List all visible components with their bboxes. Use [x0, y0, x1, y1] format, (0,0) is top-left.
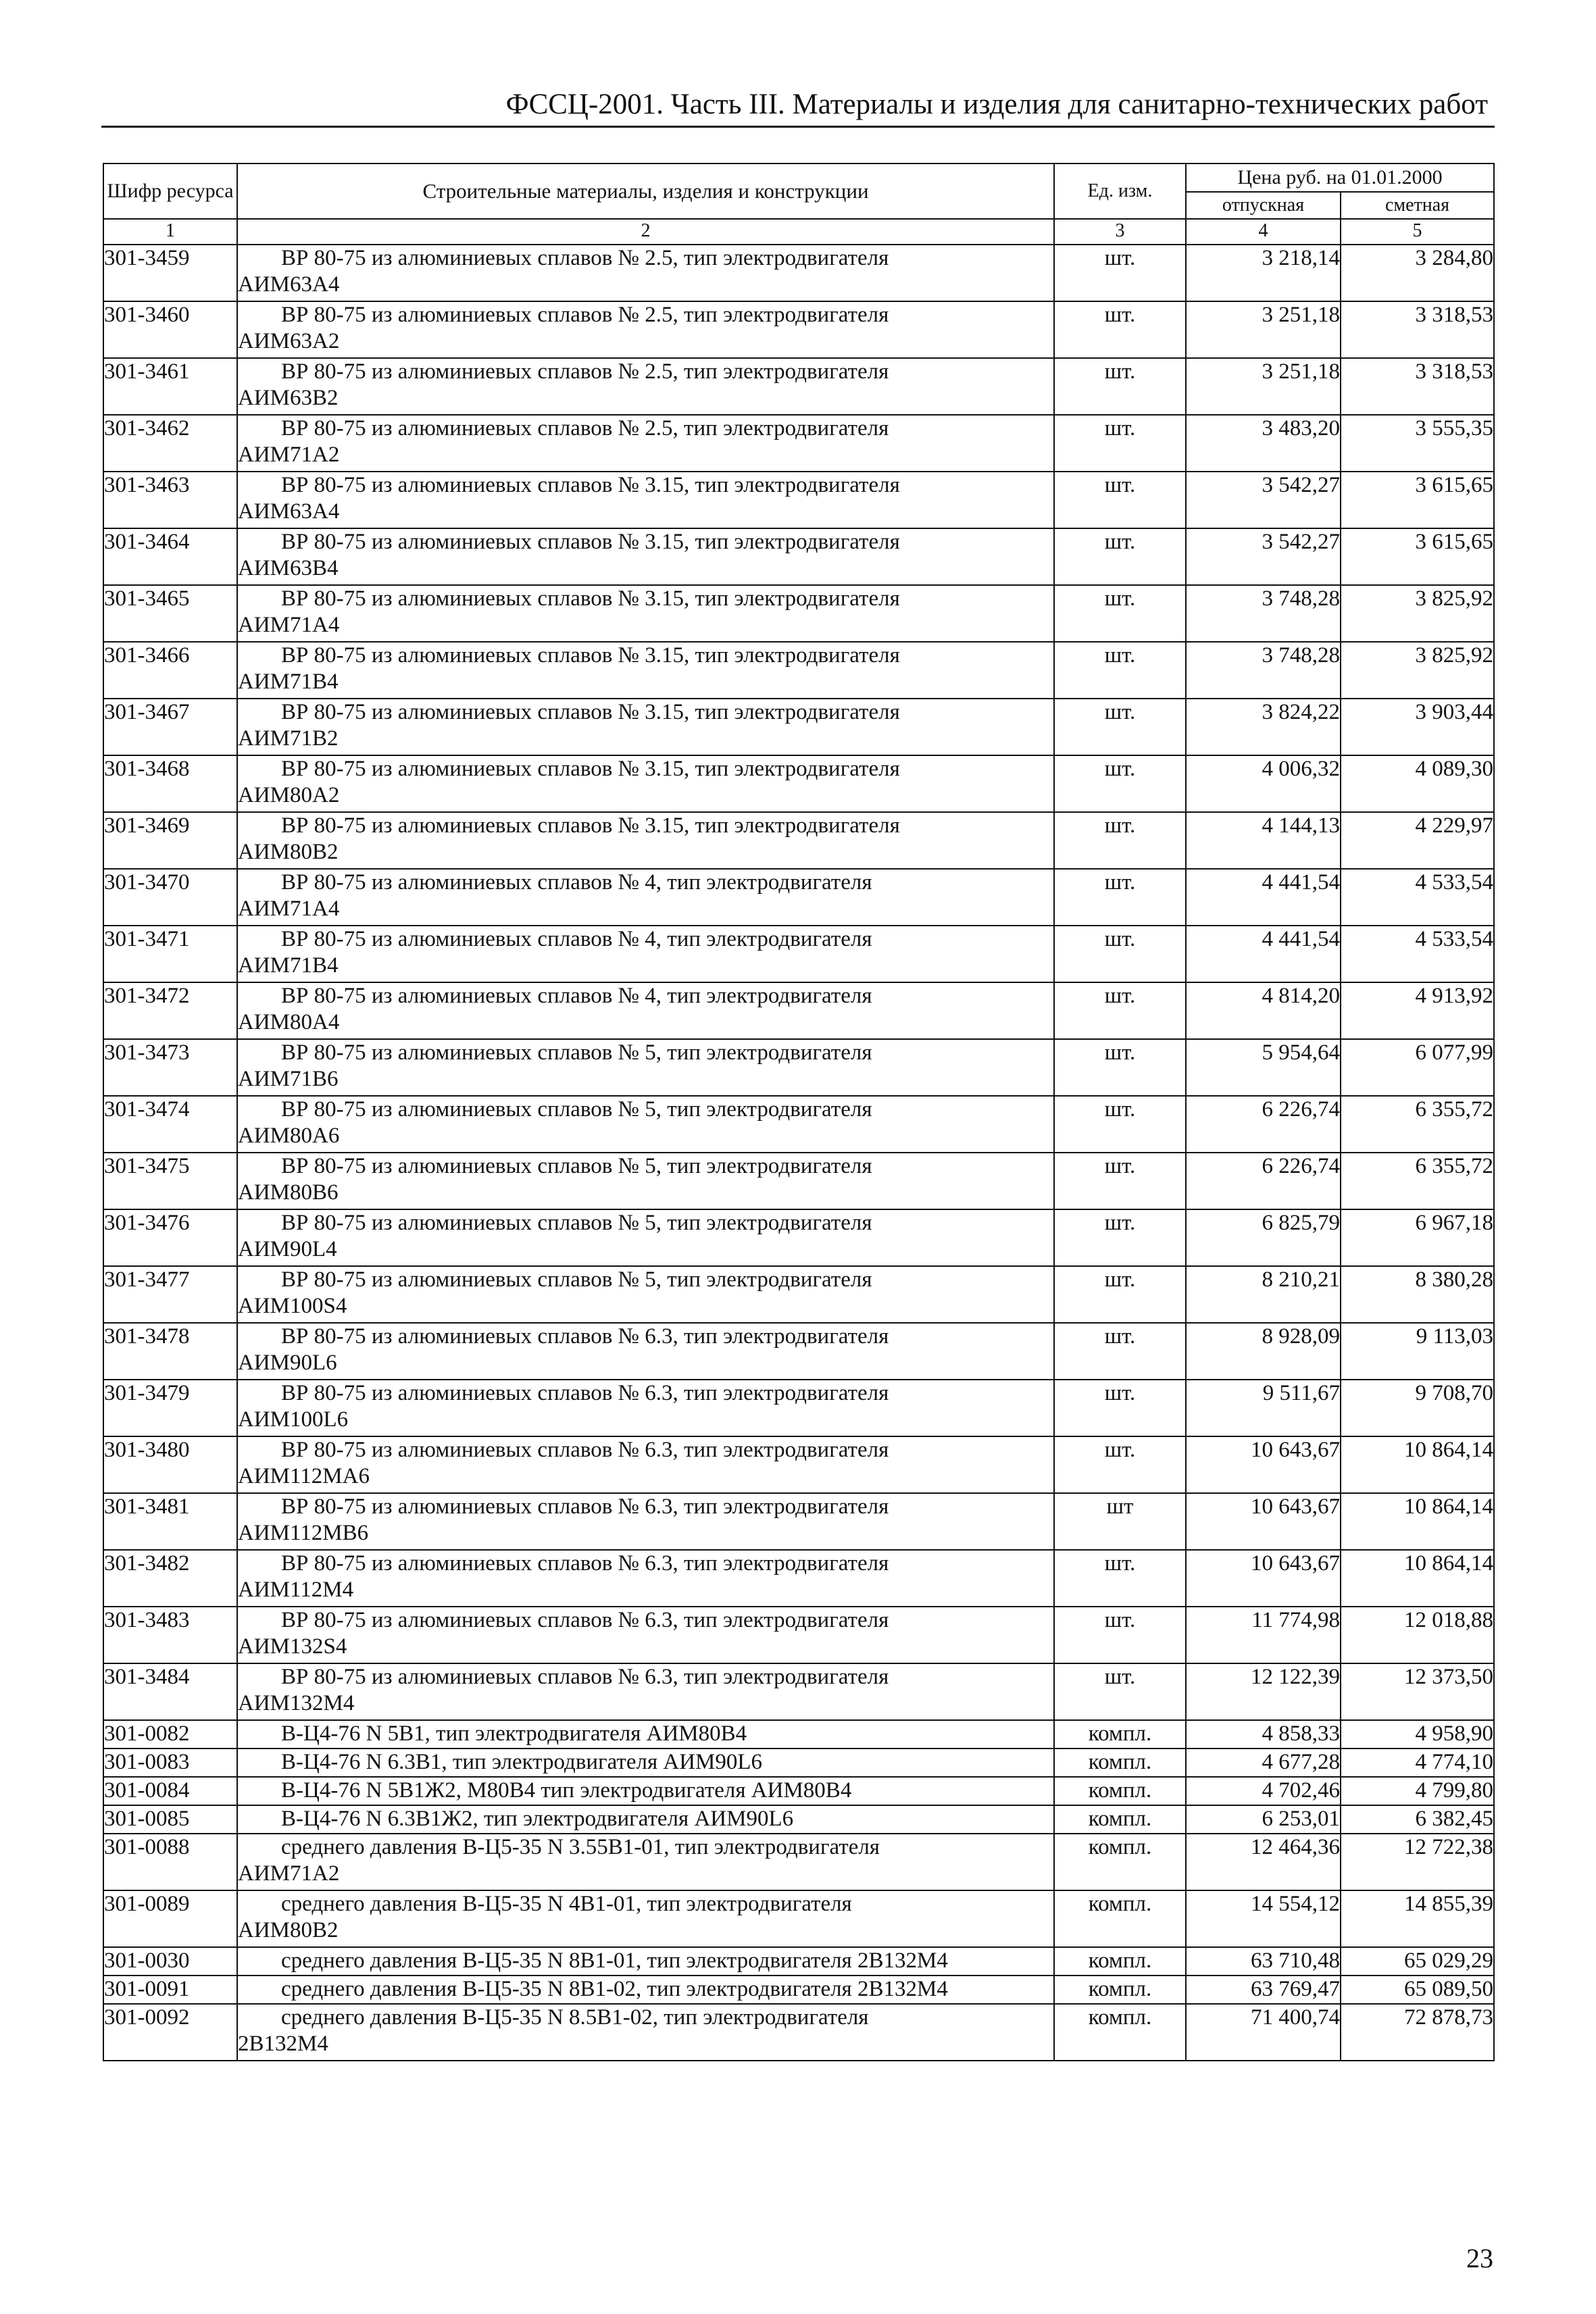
release-price-cell: 8 928,09: [1186, 1323, 1341, 1380]
release-price-cell: 3 748,28: [1186, 585, 1341, 642]
resource-code-cell: 301-0082: [103, 1720, 237, 1749]
motor-type-line: АИМ71В4: [238, 670, 339, 694]
material-name-cell: [237, 358, 1054, 415]
material-name-cell: [237, 1153, 1054, 1209]
material-name-cell: [237, 1266, 1054, 1323]
estimate-price-cell: 4 533,54: [1341, 926, 1494, 982]
unit-cell: шт.: [1054, 1096, 1186, 1153]
material-name-cell: [237, 1550, 1054, 1607]
material-name-cell: [237, 1607, 1054, 1663]
material-name-line: В-Ц4-76 N 6.3В1, тип электродвигателя АИМ90L6: [281, 1750, 763, 1774]
estimate-price-cell: 3 318,53: [1341, 301, 1494, 358]
material-name-cell: [237, 1493, 1054, 1550]
motor-type-line: АИМ80А6: [238, 1124, 340, 1148]
table-row: [103, 585, 1494, 642]
motor-type-line: АИМ80А4: [238, 1010, 340, 1034]
material-name-line: ВР 80-75 из алюминиевых сплавов № 5, тип электродвигателя: [281, 1040, 872, 1065]
resource-code-cell: 301-3480: [103, 1436, 237, 1493]
resource-code-cell: 301-3482: [103, 1550, 237, 1607]
estimate-price-cell: 12 373,50: [1341, 1663, 1494, 1720]
material-name-cell: [237, 415, 1054, 472]
header-estimate-price: сметная: [1341, 192, 1494, 219]
motor-type-line: АИМ71В4: [238, 953, 339, 978]
table-row: [103, 1096, 1494, 1153]
release-price-cell: 3 542,27: [1186, 528, 1341, 585]
material-name-line: ВР 80-75 из алюминиевых сплавов № 5, тип электродвигателя: [281, 1267, 872, 1292]
unit-cell: шт.: [1054, 699, 1186, 755]
release-price-cell: 4 441,54: [1186, 926, 1341, 982]
header-rule: [101, 126, 1495, 128]
estimate-price-cell: 4 799,80: [1341, 1777, 1494, 1805]
unit-cell: шт.: [1054, 755, 1186, 812]
estimate-price-cell: 6 967,18: [1341, 1209, 1494, 1266]
release-price-cell: 3 251,18: [1186, 301, 1341, 358]
estimate-price-cell: 3 825,92: [1341, 585, 1494, 642]
estimate-price-cell: 10 864,14: [1341, 1550, 1494, 1607]
estimate-price-cell: 3 903,44: [1341, 699, 1494, 755]
release-price-cell: 10 643,67: [1186, 1436, 1341, 1493]
resource-code-cell: 301-0092: [103, 2004, 237, 2061]
material-name-line: среднего давления В-Ц5-35 N 8В1-02, тип электродвигателя 2В132М4: [281, 1977, 948, 2001]
header-resource-code: [103, 164, 237, 219]
material-name-cell: [237, 1663, 1054, 1720]
material-name-line: ВР 80-75 из алюминиевых сплавов № 5, тип электродвигателя: [281, 1211, 872, 1235]
material-name-line: ВР 80-75 из алюминиевых сплавов № 2.5, тип электродвигателя: [281, 416, 889, 441]
material-name-cell: [237, 1749, 1054, 1777]
table-row: [103, 1323, 1494, 1380]
material-name-cell: [237, 1096, 1054, 1153]
material-name-line: ВР 80-75 из алюминиевых сплавов № 3.15, тип электродвигателя: [281, 530, 900, 554]
resource-code-cell: 301-3484: [103, 1663, 237, 1720]
table-row: [103, 1749, 1494, 1777]
material-name-line: В-Ц4-76 N 5В1, тип электродвигателя АИМ80В4: [281, 1721, 747, 1746]
resource-code-cell: 301-3474: [103, 1096, 237, 1153]
material-name-cell: [237, 1380, 1054, 1436]
running-header: ФССЦ-2001. Часть III. Материалы и изделия для санитарно-технических работ: [505, 89, 1488, 120]
motor-type-line: АИМ80В6: [238, 1180, 339, 1205]
resource-code-cell: 301-0089: [103, 1890, 237, 1947]
estimate-price-cell: 65 029,29: [1341, 1947, 1494, 1976]
material-name-line: ВР 80-75 из алюминиевых сплавов № 6.3, тип электродвигателя: [281, 1438, 889, 1462]
resource-code-cell: 301-3461: [103, 358, 237, 415]
header-material-name: Строительные материалы, изделия и конструкции: [237, 164, 1054, 219]
material-name-line: ВР 80-75 из алюминиевых сплавов № 3.15, тип электродвигателя: [281, 586, 900, 611]
release-price-cell: 3 542,27: [1186, 472, 1341, 528]
material-name-cell: [237, 1777, 1054, 1805]
table-row: [103, 2004, 1494, 2061]
unit-cell: шт.: [1054, 926, 1186, 982]
table-row: [103, 1976, 1494, 2004]
resource-code-cell: 301-0088: [103, 1834, 237, 1890]
release-price-cell: 71 400,74: [1186, 2004, 1341, 2061]
unit-cell: компл.: [1054, 1976, 1186, 2004]
motor-type-line: АИМ80В2: [238, 840, 339, 864]
material-name-cell: [237, 301, 1054, 358]
material-name-cell: [237, 528, 1054, 585]
material-name-cell: [237, 1323, 1054, 1380]
header-price: Цена руб. на 01.01.2000: [1186, 164, 1494, 192]
resource-code-cell: 301-3459: [103, 245, 237, 301]
motor-type-line: АИМ132S4: [238, 1634, 347, 1659]
release-price-cell: 63 769,47: [1186, 1976, 1341, 2004]
table-row: [103, 812, 1494, 869]
material-name-cell: [237, 1834, 1054, 1890]
table-row: [103, 1947, 1494, 1976]
unit-cell: шт.: [1054, 1153, 1186, 1209]
price-table: [103, 163, 1495, 2061]
column-number: 5: [1341, 219, 1494, 245]
material-name-line: ВР 80-75 из алюминиевых сплавов № 6.3, тип электродвигателя: [281, 1381, 889, 1405]
motor-type-line: АИМ71А4: [238, 613, 340, 637]
material-name-line: ВР 80-75 из алюминиевых сплавов № 3.15, тип электродвигателя: [281, 473, 900, 497]
unit-cell: шт.: [1054, 982, 1186, 1039]
resource-code-cell: 301-3473: [103, 1039, 237, 1096]
header-resource-code-label: Шифр ресурса: [107, 180, 234, 202]
unit-cell: компл.: [1054, 1749, 1186, 1777]
motor-type-line: АИМ112МВ6: [238, 1521, 369, 1545]
column-number: 3: [1054, 219, 1186, 245]
resource-code-cell: 301-3478: [103, 1323, 237, 1380]
table-row: [103, 755, 1494, 812]
motor-type-line: АИМ90L4: [238, 1237, 337, 1261]
estimate-price-cell: 3 615,65: [1341, 528, 1494, 585]
estimate-price-cell: 4 913,92: [1341, 982, 1494, 1039]
estimate-price-cell: 3 318,53: [1341, 358, 1494, 415]
material-name-cell: [237, 812, 1054, 869]
resource-code-cell: 301-3468: [103, 755, 237, 812]
release-price-cell: 3 218,14: [1186, 245, 1341, 301]
estimate-price-cell: 72 878,73: [1341, 2004, 1494, 2061]
unit-cell: шт: [1054, 1493, 1186, 1550]
motor-type-line: АИМ71А4: [238, 897, 340, 921]
estimate-price-cell: 6 077,99: [1341, 1039, 1494, 1096]
table-row: [103, 699, 1494, 755]
release-price-cell: 9 511,67: [1186, 1380, 1341, 1436]
table-row: [103, 1493, 1494, 1550]
estimate-price-cell: 9 708,70: [1341, 1380, 1494, 1436]
release-price-cell: 5 954,64: [1186, 1039, 1341, 1096]
material-name-cell: [237, 642, 1054, 699]
material-name-cell: [237, 1805, 1054, 1834]
material-name-line: среднего давления В-Ц5-35 N 8.5В1-02, тип электродвигателя: [281, 2005, 869, 2030]
estimate-price-cell: 3 284,80: [1341, 245, 1494, 301]
page-number: 23: [1466, 2243, 1493, 2273]
unit-cell: шт.: [1054, 585, 1186, 642]
material-name-line: среднего давления В-Ц5-35 N 8В1-01, тип электродвигателя 2В132М4: [281, 1948, 948, 1973]
release-price-cell: 4 441,54: [1186, 869, 1341, 926]
unit-cell: шт.: [1054, 1266, 1186, 1323]
estimate-price-cell: 4 958,90: [1341, 1720, 1494, 1749]
unit-cell: компл.: [1054, 1947, 1186, 1976]
material-name-line: среднего давления В-Ц5-35 N 4В1-01, тип электродвигателя: [281, 1892, 852, 1916]
resource-code-cell: 301-3483: [103, 1607, 237, 1663]
unit-cell: шт.: [1054, 812, 1186, 869]
material-name-line: ВР 80-75 из алюминиевых сплавов № 4, тип электродвигателя: [281, 870, 872, 895]
column-number: 2: [237, 219, 1054, 245]
estimate-price-cell: 65 089,50: [1341, 1976, 1494, 2004]
material-name-cell: [237, 1436, 1054, 1493]
material-name-line: среднего давления В-Ц5-35 N 3.55В1-01, тип электродвигателя: [281, 1835, 880, 1859]
unit-cell: шт.: [1054, 1607, 1186, 1663]
unit-cell: шт.: [1054, 1550, 1186, 1607]
material-name-line: ВР 80-75 из алюминиевых сплавов № 6.3, тип электродвигателя: [281, 1324, 889, 1349]
estimate-price-cell: 12 722,38: [1341, 1834, 1494, 1890]
table-row: [103, 1266, 1494, 1323]
material-name-cell: [237, 1039, 1054, 1096]
resource-code-cell: 301-3471: [103, 926, 237, 982]
release-price-cell: 8 210,21: [1186, 1266, 1341, 1323]
release-price-cell: 6 226,74: [1186, 1096, 1341, 1153]
motor-type-line: АИМ71А2: [238, 1861, 340, 1886]
unit-cell: компл.: [1054, 1890, 1186, 1947]
unit-cell: компл.: [1054, 1720, 1186, 1749]
material-name-line: ВР 80-75 из алюминиевых сплавов № 6.3, тип электродвигателя: [281, 1665, 889, 1689]
material-name-cell: [237, 755, 1054, 812]
material-name-line: ВР 80-75 из алюминиевых сплавов № 5, тип электродвигателя: [281, 1097, 872, 1122]
estimate-price-cell: 3 555,35: [1341, 415, 1494, 472]
resource-code-cell: 301-0091: [103, 1976, 237, 2004]
motor-type-line: АИМ63В2: [238, 386, 339, 410]
unit-cell: шт.: [1054, 1663, 1186, 1720]
motor-type-line: АИМ71В6: [238, 1067, 339, 1091]
motor-type-line: АИМ80А2: [238, 783, 340, 807]
unit-cell: компл.: [1054, 1834, 1186, 1890]
table-row: [103, 415, 1494, 472]
material-name-cell: [237, 869, 1054, 926]
unit-cell: шт.: [1054, 245, 1186, 301]
release-price-cell: 12 122,39: [1186, 1663, 1341, 1720]
material-name-line: ВР 80-75 из алюминиевых сплавов № 4, тип электродвигателя: [281, 984, 872, 1008]
estimate-price-cell: 6 382,45: [1341, 1805, 1494, 1834]
unit-cell: шт.: [1054, 1039, 1186, 1096]
material-name-cell: [237, 1890, 1054, 1947]
motor-type-line: АИМ63А4: [238, 499, 340, 524]
release-price-cell: 4 006,32: [1186, 755, 1341, 812]
table-row: [103, 1436, 1494, 1493]
motor-type-line: АИМ112МА6: [238, 1464, 370, 1488]
table-row: [103, 926, 1494, 982]
resource-code-cell: 301-3479: [103, 1380, 237, 1436]
release-price-cell: 14 554,12: [1186, 1890, 1341, 1947]
material-name-cell: [237, 982, 1054, 1039]
table-row: [103, 1890, 1494, 1947]
table-row: [103, 1805, 1494, 1834]
material-name-line: ВР 80-75 из алюминиевых сплавов № 5, тип электродвигателя: [281, 1154, 872, 1178]
release-price-cell: 3 824,22: [1186, 699, 1341, 755]
motor-type-line: АИМ90L6: [238, 1351, 337, 1375]
table-row: [103, 1777, 1494, 1805]
release-price-cell: 3 483,20: [1186, 415, 1341, 472]
estimate-price-cell: 4 229,97: [1341, 812, 1494, 869]
material-name-cell: [237, 472, 1054, 528]
table-row: [103, 1153, 1494, 1209]
material-name-cell: [237, 585, 1054, 642]
motor-type-line: АИМ71В2: [238, 726, 339, 751]
release-price-cell: 63 710,48: [1186, 1947, 1341, 1976]
release-price-cell: 3 251,18: [1186, 358, 1341, 415]
release-price-cell: 4 702,46: [1186, 1777, 1341, 1805]
material-name-cell: [237, 1209, 1054, 1266]
motor-type-line: АИМ100L6: [238, 1407, 349, 1432]
estimate-price-cell: 12 018,88: [1341, 1607, 1494, 1663]
estimate-price-cell: 10 864,14: [1341, 1493, 1494, 1550]
material-name-cell: [237, 1947, 1054, 1976]
resource-code-cell: 301-0030: [103, 1947, 237, 1976]
unit-cell: шт.: [1054, 869, 1186, 926]
unit-cell: компл.: [1054, 1805, 1186, 1834]
motor-type-line: АИМ112М4: [238, 1578, 354, 1602]
release-price-cell: 3 748,28: [1186, 642, 1341, 699]
resource-code-cell: 301-3463: [103, 472, 237, 528]
motor-type-line: 2В132М4: [238, 2032, 328, 2056]
table-row: [103, 1720, 1494, 1749]
table-body: [103, 245, 1494, 2061]
estimate-price-cell: 10 864,14: [1341, 1436, 1494, 1493]
column-number: 4: [1186, 219, 1341, 245]
table-row: [103, 1607, 1494, 1663]
estimate-price-cell: 9 113,03: [1341, 1323, 1494, 1380]
table-row: [103, 358, 1494, 415]
material-name-line: В-Ц4-76 N 6.3В1Ж2, тип электродвигателя АИМ90L6: [281, 1807, 794, 1831]
estimate-price-cell: 4 533,54: [1341, 869, 1494, 926]
table-row: [103, 245, 1494, 301]
resource-code-cell: 301-3472: [103, 982, 237, 1039]
material-name-cell: [237, 926, 1054, 982]
material-name-line: ВР 80-75 из алюминиевых сплавов № 6.3, тип электродвигателя: [281, 1551, 889, 1576]
table-row: [103, 472, 1494, 528]
resource-code-cell: 301-0084: [103, 1777, 237, 1805]
material-name-line: ВР 80-75 из алюминиевых сплавов № 2.5, тип электродвигателя: [281, 359, 889, 384]
table-header: [103, 164, 1494, 245]
resource-code-cell: 301-3476: [103, 1209, 237, 1266]
header-release-price: отпускная: [1186, 192, 1341, 219]
material-name-line: ВР 80-75 из алюминиевых сплавов № 2.5, тип электродвигателя: [281, 303, 889, 327]
material-name-line: ВР 80-75 из алюминиевых сплавов № 3.15, тип электродвигателя: [281, 757, 900, 781]
estimate-price-cell: 3 615,65: [1341, 472, 1494, 528]
table-row: [103, 869, 1494, 926]
resource-code-cell: 301-3462: [103, 415, 237, 472]
table-row: [103, 982, 1494, 1039]
estimate-price-cell: 3 825,92: [1341, 642, 1494, 699]
material-name-cell: [237, 699, 1054, 755]
material-name-cell: [237, 1976, 1054, 2004]
estimate-price-cell: 4 089,30: [1341, 755, 1494, 812]
motor-type-line: АИМ132М4: [238, 1691, 355, 1715]
resource-code-cell: 301-3464: [103, 528, 237, 585]
release-price-cell: 6 253,01: [1186, 1805, 1341, 1834]
table-row: [103, 1550, 1494, 1607]
release-price-cell: 4 144,13: [1186, 812, 1341, 869]
table-row: [103, 1209, 1494, 1266]
material-name-cell: [237, 245, 1054, 301]
release-price-cell: 4 677,28: [1186, 1749, 1341, 1777]
motor-type-line: АИМ100S4: [238, 1294, 347, 1318]
unit-cell: шт.: [1054, 472, 1186, 528]
table-row: [103, 1039, 1494, 1096]
release-price-cell: 12 464,36: [1186, 1834, 1341, 1890]
unit-cell: шт.: [1054, 415, 1186, 472]
release-price-cell: 6 825,79: [1186, 1209, 1341, 1266]
table-row: [103, 301, 1494, 358]
material-name-line: ВР 80-75 из алюминиевых сплавов № 6.3, тип электродвигателя: [281, 1608, 889, 1632]
column-number: 1: [103, 219, 237, 245]
resource-code-cell: 301-3465: [103, 585, 237, 642]
resource-code-cell: 301-0085: [103, 1805, 237, 1834]
header-unit: Ед. изм.: [1054, 164, 1186, 219]
release-price-cell: 4 858,33: [1186, 1720, 1341, 1749]
unit-cell: компл.: [1054, 1777, 1186, 1805]
resource-code-cell: 301-3466: [103, 642, 237, 699]
material-name-line: ВР 80-75 из алюминиевых сплавов № 3.15, тип электродвигателя: [281, 643, 900, 668]
resource-code-cell: 301-3475: [103, 1153, 237, 1209]
estimate-price-cell: 6 355,72: [1341, 1096, 1494, 1153]
unit-cell: шт.: [1054, 358, 1186, 415]
resource-code-cell: 301-0083: [103, 1749, 237, 1777]
motor-type-line: АИМ63В4: [238, 556, 339, 580]
material-name-line: ВР 80-75 из алюминиевых сплавов № 6.3, тип электродвигателя: [281, 1494, 889, 1519]
resource-code-cell: 301-3460: [103, 301, 237, 358]
resource-code-cell: 301-3469: [103, 812, 237, 869]
material-name-cell: [237, 1720, 1054, 1749]
unit-cell: шт.: [1054, 1323, 1186, 1380]
material-name-line: ВР 80-75 из алюминиевых сплавов № 4, тип электродвигателя: [281, 927, 872, 951]
table-row: [103, 1834, 1494, 1890]
unit-cell: шт.: [1054, 642, 1186, 699]
release-price-cell: 6 226,74: [1186, 1153, 1341, 1209]
motor-type-line: АИМ80В2: [238, 1918, 339, 1942]
unit-cell: компл.: [1054, 2004, 1186, 2061]
unit-cell: шт.: [1054, 301, 1186, 358]
table-row: [103, 642, 1494, 699]
motor-type-line: АИМ63А2: [238, 329, 340, 353]
estimate-price-cell: 4 774,10: [1341, 1749, 1494, 1777]
resource-code-cell: 301-3467: [103, 699, 237, 755]
table-row: [103, 1380, 1494, 1436]
estimate-price-cell: 14 855,39: [1341, 1890, 1494, 1947]
motor-type-line: АИМ63А4: [238, 272, 340, 297]
material-name-cell: [237, 2004, 1054, 2061]
release-price-cell: 4 814,20: [1186, 982, 1341, 1039]
unit-cell: шт.: [1054, 528, 1186, 585]
material-name-line: ВР 80-75 из алюминиевых сплавов № 3.15, тип электродвигателя: [281, 700, 900, 724]
release-price-cell: 10 643,67: [1186, 1493, 1341, 1550]
material-name-line: ВР 80-75 из алюминиевых сплавов № 2.5, тип электродвигателя: [281, 246, 889, 270]
resource-code-cell: 301-3470: [103, 869, 237, 926]
release-price-cell: 10 643,67: [1186, 1550, 1341, 1607]
table-row: [103, 1663, 1494, 1720]
resource-code-cell: 301-3477: [103, 1266, 237, 1323]
release-price-cell: 11 774,98: [1186, 1607, 1341, 1663]
unit-cell: шт.: [1054, 1436, 1186, 1493]
column-number-row: [103, 219, 1494, 245]
material-name-line: В-Ц4-76 N 5В1Ж2, М80В4 тип электродвигателя АИМ80В4: [281, 1778, 852, 1803]
resource-code-cell: 301-3481: [103, 1493, 237, 1550]
estimate-price-cell: 6 355,72: [1341, 1153, 1494, 1209]
motor-type-line: АИМ71А2: [238, 443, 340, 467]
unit-cell: шт.: [1054, 1209, 1186, 1266]
material-name-line: ВР 80-75 из алюминиевых сплавов № 3.15, тип электродвигателя: [281, 813, 900, 838]
estimate-price-cell: 8 380,28: [1341, 1266, 1494, 1323]
unit-cell: шт.: [1054, 1380, 1186, 1436]
table-row: [103, 528, 1494, 585]
